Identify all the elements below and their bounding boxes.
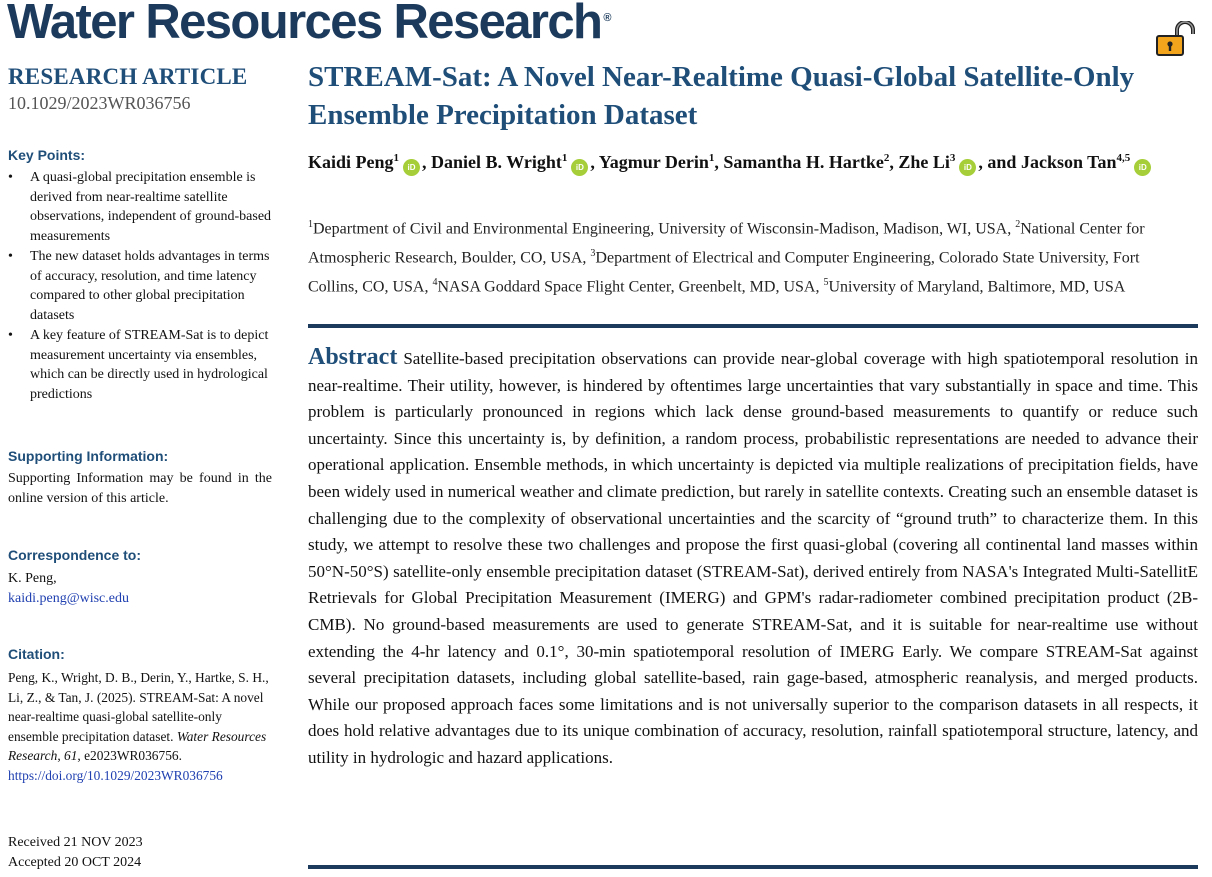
registered-mark: ® (603, 11, 612, 24)
main-column (308, 58, 1200, 767)
orcid-icon[interactable]: iD (403, 159, 420, 176)
orcid-icon[interactable]: iD (571, 159, 588, 176)
author-affiliation-number: 2 (883, 152, 890, 164)
correspondence-name: K. Peng, (8, 571, 57, 586)
author-affiliation-number: 4,5 (1116, 152, 1131, 164)
author-separator: , and (978, 152, 1021, 172)
citation-journal: Water Resources Research (8, 728, 267, 764)
author-name: Kaidi Peng (308, 152, 394, 172)
received-date: Received 21 NOV 2023 (8, 835, 143, 850)
supporting-info-text: Supporting Information may be found in the online version of this article. (8, 471, 272, 506)
citation-doi-link[interactable]: https://doi.org/10.1029/2023WR036756 (8, 767, 223, 783)
affiliation-number: 2 (1015, 219, 1021, 230)
supporting-info-heading: Supporting Information: (8, 448, 169, 464)
affiliation-text: Department of Electrical and Computer Engineering, Colorado State University, Fort Collins, CO, USA, (308, 249, 1140, 295)
journal-title: Water Resources Research ® (7, 0, 612, 49)
abstract-text: Satellite-based precipitation observations can provide near-global coverage with high spatiotemporal resolution in near-realtime. Their utility, however, is hindered by oftentimes large uncertainties that vary substantially in space and time. This problem is particularly pronounced in regions which lack dense ground-based measurements to quantify or reduce such uncertainty. Since this uncertainty is, by definition, a random process, probabilistic representations are needed to advance their operational application. Ensemble methods, in which uncertainty is depicted via multiple realizations of precipitation fields, have been widely used in numerical weather and climate prediction, but rarely in satellite contexts. Creating such an ensemble dataset is challenging due to the complexity of observational uncertainties and the scarcity of “ground truth” to characterize them. In this study, we attempt to resolve these two challenges and propose the first quasi-global (covering all continental land masses within 50°N-50°S) satellite-only ensemble precipitation dataset (STREAM-Sat), derived entirely from NASA's Integrated Multi-SatellitE Retrievals for Global Precipitation Measurement (IMERG) and GPM's radar-radiometer combined precipitation product (2B-CMB). No ground-based measurements are used to generate STREAM-Sat, and it is suitable for near-realtime use without extending the 4-hr latency and 0.1°, 30-min spatiotemporal resolution of IMERG Early. We compare STREAM-Sat against several precipitation datasets, including global satellite-based, rain gage-based, atmospheric reanalysis, and merged products. While our proposed approach faces some limitations and is not universally superior to the comparison datasets in all respects, it does hold relative advantages due to its unique combination of accuracy, resolution, rainfall spatiotemporal structure, latency, and utility in hydrologic and hazard applications. (308, 349, 1198, 767)
author-name: Zhe Li (898, 152, 950, 172)
key-points-heading: Key Points: (8, 147, 86, 163)
affiliation-text: NASA Goddard Space Flight Center, Greenbelt, MD, USA, (437, 277, 824, 295)
author-name: Samantha H. Hartke (723, 152, 884, 172)
article-title: STREAM-Sat: A Novel Near-Realtime Quasi-Global Satellite-Only Ensemble Precipitation Dataset (308, 61, 1135, 131)
citation-volume: 61 (64, 748, 78, 764)
affiliations (308, 213, 1178, 299)
affiliation-text: University of Maryland, Baltimore, MD, USA (828, 277, 1126, 295)
author-affiliation-number: 1 (561, 152, 568, 164)
abstract-heading: Abstract (308, 344, 398, 370)
author-separator: , (422, 152, 432, 172)
author-separator: , (889, 152, 899, 172)
key-point: • A quasi-global precipitation ensemble is derived from near-realtime satellite observations, independent of ground-based measurements (8, 168, 274, 246)
key-point: • A key feature of STREAM-Sat is to depict measurement uncertainty via ensembles, which can be directly used in hydrological predictions (8, 326, 274, 404)
affiliation-number: 5 (823, 276, 829, 288)
affiliation-number: 3 (590, 247, 596, 259)
affiliation-number: 1 (308, 219, 313, 230)
key-points-list (8, 168, 274, 405)
citation-heading: Citation: (8, 646, 65, 662)
author-affiliation-number: 1 (393, 152, 400, 164)
open-lock-icon (1155, 21, 1199, 57)
author-affiliation-number: 3 (949, 152, 956, 164)
orcid-icon[interactable]: iD (959, 159, 976, 176)
correspondence-heading: Correspondence to: (8, 547, 142, 563)
affiliation-text: National Center for Atmospheric Research, Boulder, CO, USA, (308, 220, 1145, 267)
affiliation-text: Department of Civil and Environmental Engineering, University of Wisconsin-Madison, Madison, WI, USA, (313, 220, 1016, 238)
author-name: Yagmur Derin (598, 152, 709, 172)
correspondence-email-link[interactable]: kaidi.peng@wisc.edu (8, 591, 129, 606)
doi: 10.1029/2023WR036756 (8, 93, 191, 113)
author-separator: , (590, 152, 599, 172)
divider-bottom (308, 865, 1198, 869)
author-name: Daniel B. Wright (431, 152, 562, 172)
author-name: Jackson Tan (1020, 152, 1117, 172)
article-type: RESEARCH ARTICLE (8, 64, 248, 89)
abstract (308, 344, 1198, 772)
affiliation-number: 4 (432, 276, 438, 288)
orcid-icon[interactable]: iD (1134, 159, 1151, 176)
author-list (308, 146, 1168, 176)
citation-text: Peng, K., Wright, D. B., Derin, Y., Hartke, S. H., Li, Z., & Tan, J. (2025). STREAM-Sat: A novel near-realtime quasi-global satellite-only ensemble precipitation dataset. Water Resources Research, 61, e2023WR036756. https://doi.org/10.1029/2023WR036756 (8, 670, 269, 783)
divider-top (308, 324, 1198, 328)
author-affiliation-number: 1 (708, 152, 715, 164)
author-separator: , (714, 152, 724, 172)
accepted-date: Accepted 20 OCT 2024 (8, 855, 142, 870)
key-point: • The new dataset holds advantages in terms of accuracy, resolution, and time latency compared to other global precipitation datasets (8, 247, 274, 325)
sidebar (8, 64, 274, 870)
